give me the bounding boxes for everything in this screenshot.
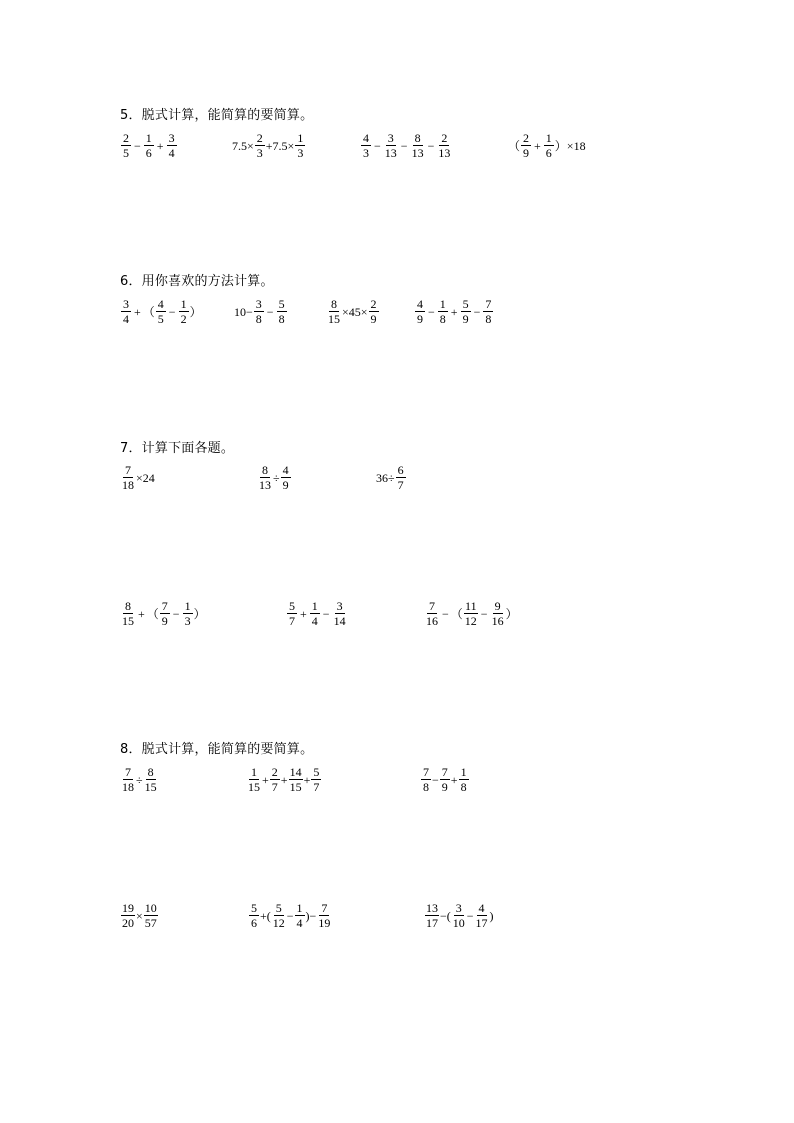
fraction [272, 902, 286, 929]
numerator: 8 [414, 131, 421, 145]
fraction [544, 132, 554, 159]
denominator: 8 [460, 780, 467, 794]
denominator: 9 [441, 780, 448, 794]
fraction [421, 766, 431, 793]
numerator: 7 [321, 901, 328, 915]
expression-text: +7.5× [265, 138, 295, 153]
numerator: 7 [423, 765, 429, 779]
numerator: 1 [145, 131, 152, 145]
numerator: 1 [311, 599, 318, 613]
numerator: 4 [478, 901, 485, 915]
denominator: 20 [122, 916, 134, 930]
numerator: 1 [545, 131, 552, 145]
fraction [459, 766, 469, 793]
operator: − [172, 606, 180, 621]
denominator: 17 [426, 916, 438, 930]
q5-expr-1 [120, 132, 178, 159]
fraction [270, 766, 280, 793]
fraction [144, 132, 154, 159]
numerator: 3 [123, 297, 129, 311]
denominator: 7 [397, 478, 404, 492]
numerator: 5 [313, 765, 320, 779]
numerator: 5 [251, 901, 257, 915]
denominator: 18 [122, 478, 134, 492]
operator: + [450, 304, 458, 319]
operator: + [300, 606, 307, 621]
expression-text: ） [193, 606, 206, 621]
expression-text: + [450, 772, 458, 787]
denominator: 16 [426, 614, 438, 628]
expression-text: ）×18 [554, 138, 586, 153]
fraction [396, 464, 406, 491]
fraction [438, 298, 448, 325]
fraction [464, 600, 478, 627]
numerator: 5 [278, 297, 285, 311]
expression-text: 10− [234, 304, 253, 319]
denominator: 8 [423, 780, 429, 794]
operator: − [480, 606, 488, 621]
denominator: 4 [311, 614, 318, 628]
fraction [295, 132, 305, 159]
numerator: 8 [147, 765, 154, 779]
denominator: 12 [464, 614, 477, 628]
numerator: 4 [417, 297, 423, 311]
denominator: 8 [255, 312, 262, 326]
denominator: 4 [123, 312, 129, 326]
q5-expr-4 [508, 132, 586, 159]
numerator: 11 [465, 599, 477, 613]
fraction [121, 902, 135, 929]
denominator: 14 [333, 614, 346, 628]
denominator: 17 [475, 916, 488, 930]
operator: + [138, 606, 145, 621]
numerator: 7 [161, 599, 168, 613]
denominator: 7 [289, 614, 295, 628]
operator: − [374, 138, 381, 153]
numerator: 3 [255, 297, 262, 311]
expression-text: −( [440, 908, 451, 923]
numerator: 14 [289, 765, 302, 779]
fraction [425, 902, 439, 929]
denominator: 4 [168, 146, 175, 160]
denominator: 15 [328, 312, 340, 326]
q7-expr-6 [424, 600, 518, 627]
fraction [183, 600, 193, 627]
q8-expr-1 [120, 766, 159, 793]
expression-text: 7.5× [232, 138, 254, 153]
numerator: 7 [485, 297, 492, 311]
numerator: 10 [144, 901, 157, 915]
denominator: 9 [282, 478, 289, 492]
expression-text: ） [505, 606, 518, 621]
denominator: 8 [439, 312, 446, 326]
numerator: 8 [331, 297, 337, 311]
fraction [440, 766, 450, 793]
expression-text: )− [305, 908, 317, 923]
expression-text: （ [146, 606, 159, 621]
fraction [121, 766, 135, 793]
fraction [425, 600, 439, 627]
q5-expr-2 [232, 132, 306, 159]
q7-expr-4 [120, 600, 206, 627]
denominator: 2 [180, 312, 187, 326]
q8-expr-5 [248, 902, 332, 929]
numerator: 1 [460, 765, 467, 779]
denominator: 6 [251, 916, 257, 930]
numerator: 2 [271, 765, 278, 779]
fraction [452, 902, 466, 929]
expression-text: + [262, 772, 269, 787]
expression-text: ） [189, 304, 202, 319]
fraction [167, 132, 177, 159]
q8-expr-4 [120, 902, 159, 929]
numerator: 8 [125, 599, 131, 613]
fraction [310, 600, 320, 627]
expression-text: ×45× [342, 304, 368, 319]
expression-text: + [280, 772, 288, 787]
operator: − [322, 606, 330, 621]
fraction [144, 902, 158, 929]
numerator: 3 [455, 901, 462, 915]
fraction [333, 600, 347, 627]
expression-text: ÷ [273, 470, 280, 485]
expression-text: ) [489, 908, 494, 923]
expression-text: +( [260, 908, 271, 923]
denominator: 18 [122, 780, 134, 794]
fraction [411, 132, 425, 159]
denominator: 8 [278, 312, 285, 326]
fraction [483, 298, 493, 325]
numerator: 4 [363, 131, 369, 145]
numerator: 19 [122, 901, 134, 915]
fraction [327, 298, 341, 325]
fraction [121, 464, 135, 491]
numerator: 5 [275, 901, 282, 915]
denominator: 7 [271, 780, 278, 794]
numerator: 5 [289, 599, 295, 613]
denominator: 13 [411, 146, 424, 160]
operator: − [428, 304, 435, 319]
q6-expr-2 [234, 298, 288, 325]
numerator: 3 [387, 131, 394, 145]
fraction [281, 464, 291, 491]
question-6-title: 6．用你喜欢的方法计算。 [120, 274, 274, 289]
question-8-title: 8．脱式计算，能简算的要简算。 [120, 742, 314, 757]
denominator: 6 [545, 146, 552, 160]
numerator: 1 [297, 131, 304, 145]
operator: − [266, 304, 274, 319]
denominator: 3 [184, 614, 191, 628]
fraction [491, 600, 505, 627]
numerator: 9 [494, 599, 501, 613]
numerator: 7 [125, 765, 131, 779]
q8-expr-3 [420, 766, 470, 793]
fraction [258, 464, 272, 491]
numerator: 1 [184, 599, 191, 613]
q8-expr-6 [424, 902, 494, 929]
denominator: 9 [417, 312, 423, 326]
expression-text: 36÷ [376, 470, 395, 485]
operator: + [534, 138, 541, 153]
fraction [121, 298, 131, 325]
numerator: 6 [397, 463, 404, 477]
question-5-title: 5．脱式计算，能简算的要简算。 [120, 108, 314, 123]
fraction [121, 132, 131, 159]
fraction [521, 132, 531, 159]
expression-text: ×24 [136, 470, 155, 485]
numerator: 5 [462, 297, 469, 311]
denominator: 3 [363, 146, 369, 160]
denominator: 15 [289, 780, 302, 794]
numerator: 1 [251, 765, 257, 779]
numerator: 7 [429, 599, 435, 613]
operator: − [427, 138, 435, 153]
operator: + [156, 138, 164, 153]
fraction [369, 298, 379, 325]
denominator: 57 [144, 916, 157, 930]
fraction [144, 766, 158, 793]
q8-expr-2 [246, 766, 322, 793]
operator: − [442, 606, 449, 621]
denominator: 9 [523, 146, 530, 160]
expression-text: （ [142, 304, 155, 319]
expression-text: （ [450, 606, 463, 621]
operator: + [134, 304, 141, 319]
fraction [295, 902, 305, 929]
fraction [384, 132, 398, 159]
operator: − [400, 138, 408, 153]
q6-expr-3 [326, 298, 380, 325]
fraction [437, 132, 451, 159]
expression-text: − [432, 772, 439, 787]
numerator: 7 [441, 765, 448, 779]
denominator: 5 [157, 312, 164, 326]
numerator: 2 [123, 131, 129, 145]
numerator: 1 [180, 297, 187, 311]
denominator: 13 [259, 478, 271, 492]
expression-text: − [286, 908, 294, 923]
fraction [247, 766, 261, 793]
denominator: 5 [123, 146, 129, 160]
expression-text: × [136, 908, 143, 923]
expression-text: + [303, 772, 311, 787]
fraction [121, 600, 135, 627]
numerator: 1 [296, 901, 303, 915]
numerator: 2 [370, 297, 377, 311]
numerator: 3 [336, 599, 343, 613]
question-7-title: 7．计算下面各题。 [120, 441, 235, 456]
fraction [289, 766, 303, 793]
numerator: 13 [426, 901, 438, 915]
fraction [160, 600, 170, 627]
fraction [461, 298, 471, 325]
fraction [254, 298, 264, 325]
fraction [255, 132, 265, 159]
fraction [277, 298, 287, 325]
denominator: 9 [462, 312, 469, 326]
denominator: 8 [485, 312, 492, 326]
numerator: 1 [439, 297, 446, 311]
numerator: 8 [262, 463, 268, 477]
q7-expr-3 [376, 464, 407, 491]
denominator: 6 [145, 146, 152, 160]
denominator: 15 [122, 614, 134, 628]
numerator: 2 [523, 131, 530, 145]
operator: − [168, 304, 176, 319]
fraction [361, 132, 371, 159]
numerator: 7 [125, 463, 131, 477]
operator: − [134, 138, 141, 153]
denominator: 3 [256, 146, 263, 160]
denominator: 13 [384, 146, 397, 160]
denominator: 15 [248, 780, 260, 794]
fraction [287, 600, 297, 627]
fraction [415, 298, 425, 325]
expression-text: （ [508, 138, 521, 153]
denominator: 12 [272, 916, 285, 930]
fraction [179, 298, 189, 325]
operator: − [473, 304, 481, 319]
denominator: 15 [144, 780, 157, 794]
fraction [249, 902, 259, 929]
denominator: 9 [161, 614, 168, 628]
denominator: 4 [296, 916, 303, 930]
fraction [475, 902, 489, 929]
denominator: 9 [370, 312, 377, 326]
numerator: 2 [441, 131, 448, 145]
fraction [311, 766, 321, 793]
denominator: 10 [452, 916, 465, 930]
denominator: 3 [297, 146, 304, 160]
q7-expr-1 [120, 464, 155, 491]
expression-text: ÷ [136, 772, 143, 787]
denominator: 7 [313, 780, 320, 794]
expression-text: − [466, 908, 474, 923]
q7-expr-2 [257, 464, 292, 491]
denominator: 19 [318, 916, 331, 930]
denominator: 13 [438, 146, 451, 160]
numerator: 4 [282, 463, 289, 477]
q6-expr-4 [414, 298, 494, 325]
fraction [317, 902, 331, 929]
numerator: 2 [256, 131, 263, 145]
numerator: 3 [168, 131, 175, 145]
q5-expr-3 [360, 132, 452, 159]
fraction [156, 298, 166, 325]
numerator: 4 [157, 297, 164, 311]
q6-expr-1 [120, 298, 202, 325]
denominator: 16 [491, 614, 504, 628]
q7-expr-5 [286, 600, 348, 627]
